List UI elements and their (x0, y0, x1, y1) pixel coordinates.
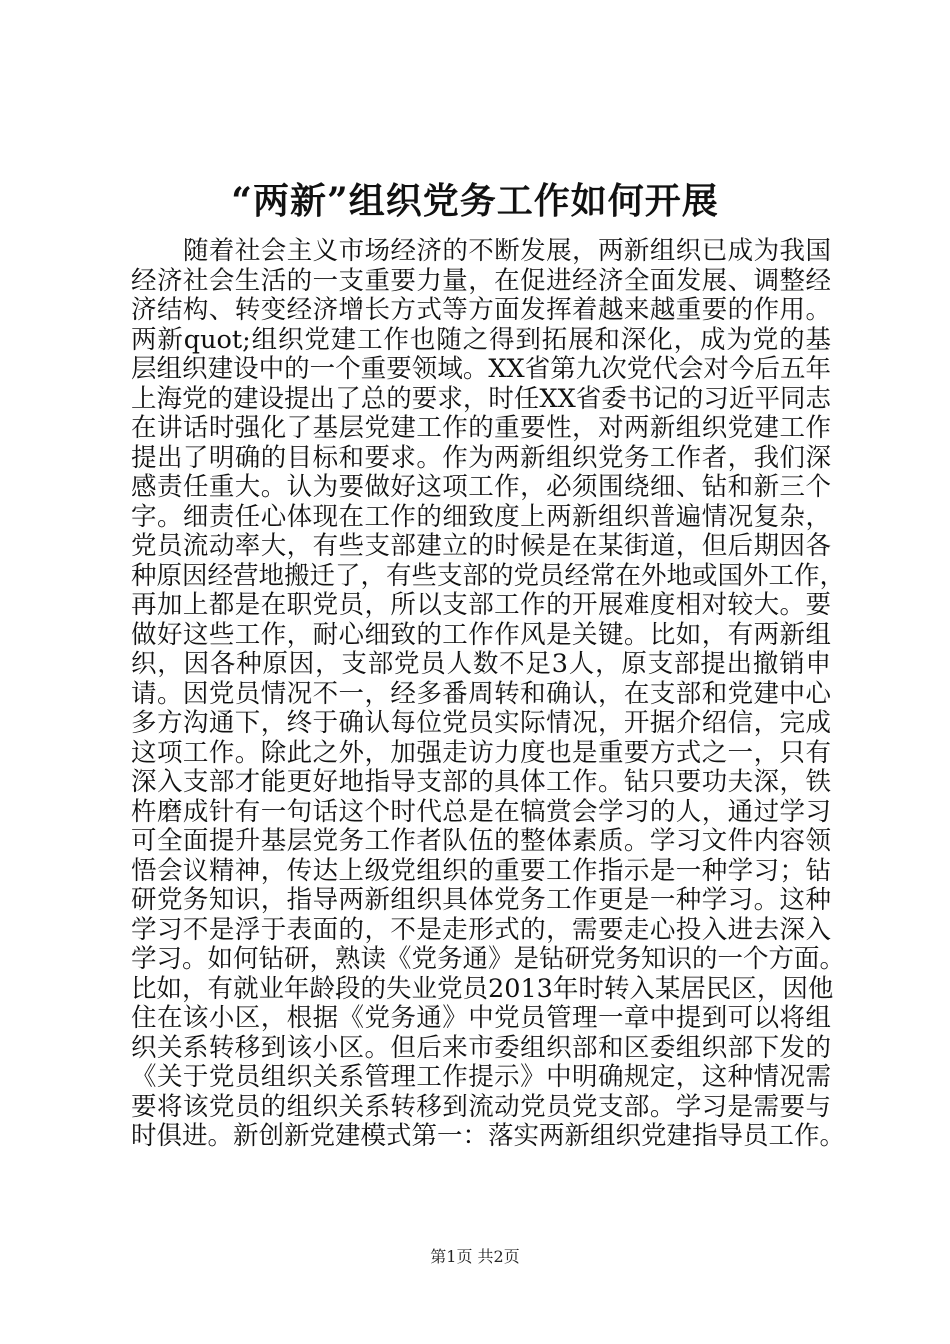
body-text-line: 上海党的建设提出了总的要求，时任XX省委书记的习近平同志 (131, 383, 831, 414)
body-text-line: 济结构、转变经济增长方式等方面发挥着越来越重要的作用。 (131, 295, 831, 325)
body-text-line: 《关于党员组织关系管理工作提示》中明确规定，这种情况需 (131, 1062, 831, 1092)
document-title: “两新”组织党务工作如何开展 (231, 180, 719, 222)
body-text-line: 党员流动率大，有些支部建立的时候是在某街道，但后期因各 (131, 531, 831, 561)
body-text-line: 学习不是浮于表面的，不是走形式的，需要走心投入进去深入 (131, 914, 831, 945)
body-text-line: 要将该党员的组织关系转移到流动党员党支部。学习是需要与 (131, 1091, 831, 1122)
body-text-line: 种原因经营地搬迁了，有些支部的党员经常在外地或国外工作， (131, 560, 846, 591)
body-text-line: 织关系转移到该小区。但后来市委组织部和区委组织部下发的 (131, 1032, 831, 1063)
body-text-line: 请。因党员情况不一，经多番周转和确认，在支部和党建中心 (131, 678, 831, 709)
body-text-line: 随着社会主义市场经济的不断发展，两新组织已成为我国 (183, 236, 831, 266)
body-text-line: 悟会议精神，传达上级党组织的重要工作指示是一种学习；钻 (131, 855, 831, 886)
body-text-line: 住在该小区，根据《党务通》中党员管理一章中提到可以将组 (131, 1003, 831, 1033)
body-text-line: 研党务知识，指导两新组织具体党务工作更是一种学习。这种 (131, 885, 831, 915)
body-text-line: 再加上都是在职党员，所以支部工作的开展难度相对较大。要 (131, 590, 831, 620)
body-text-line: 层组织建设中的一个重要领域。XX省第九次党代会对今后五年 (131, 354, 831, 384)
body-text-line: 时俱进。新创新党建模式第一：落实两新组织党建指导员工作。 (131, 1121, 846, 1151)
body-text-line: 做好这些工作，耐心细致的工作作风是关键。比如，有两新组 (131, 619, 831, 650)
body-text-line: 字。细责任心体现在工作的细致度上两新组织普遍情况复杂， (131, 501, 831, 532)
body-text-line: 这项工作。除此之外，加强走访力度也是重要方式之一，只有 (131, 737, 831, 768)
body-text-line: 在讲话时强化了基层党建工作的重要性，对两新组织党建工作 (131, 413, 831, 443)
body-text-line: 经济社会生活的一支重要力量，在促进经济全面发展、调整经 (131, 265, 831, 296)
document-body (131, 236, 846, 1152)
body-text-line: 提出了明确的目标和要求。作为两新组织党务工作者，我们深 (131, 442, 831, 473)
body-text-line: 多方沟通下，终于确认每位党员实际情况，开据介绍信，完成 (131, 708, 831, 738)
body-text-line: 深入支部才能更好地指导支部的具体工作。钻只要功夫深，铁 (131, 767, 831, 797)
body-text-line: 可全面提升基层党务工作者队伍的整体素质。学习文件内容领 (131, 826, 831, 856)
body-text-line: 两新quot;组织党建工作也随之得到拓展和深化，成为党的基 (131, 324, 831, 355)
body-text-line: 学习。如何钻研，熟读《党务通》是钻研党务知识的一个方面。 (131, 944, 846, 974)
page-footer: 第1页 共2页 (430, 1247, 520, 1266)
body-text-line: 织，因各种原因，支部党员人数不足3人，原支部提出撤销申 (131, 649, 831, 679)
body-text-line: 感责任重大。认为要做好这项工作，必须围绕细、钻和新三个 (131, 472, 831, 502)
body-text-line: 比如，有就业年龄段的失业党员2013年时转入某居民区，因他 (131, 973, 834, 1004)
body-text-line: 杵磨成针有一句话这个时代总是在犒赏会学习的人，通过学习 (131, 796, 831, 827)
